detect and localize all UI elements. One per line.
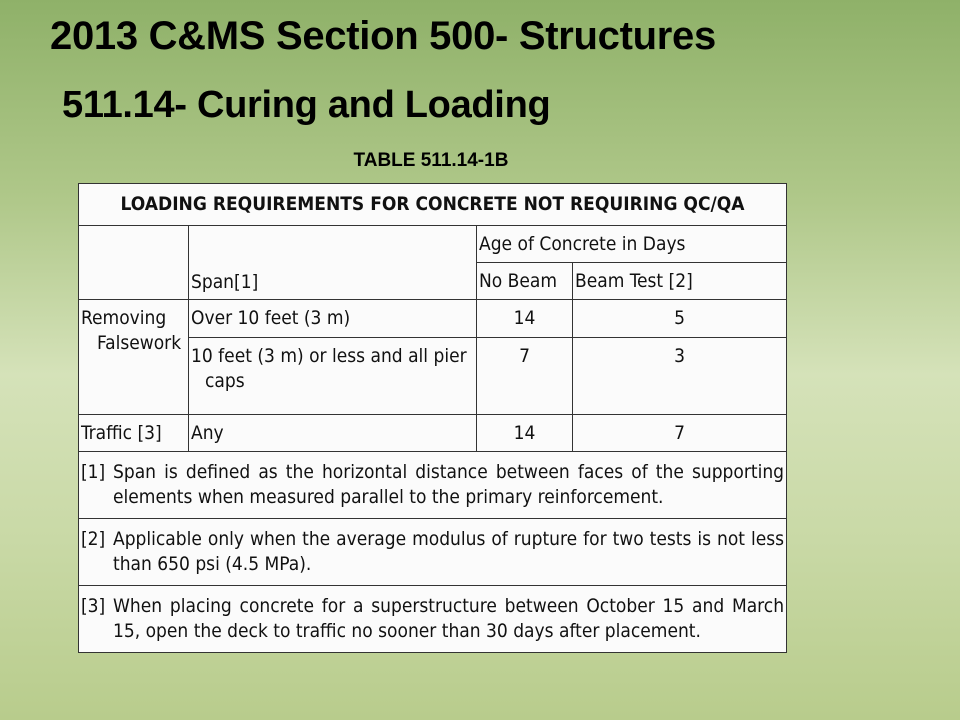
beam-test-cell: 5 [573,300,787,338]
label-line: Removing [81,307,167,329]
empty-header-cell [79,226,189,300]
age-header: Age of Concrete in Days [477,226,787,263]
footnote-row [79,519,787,586]
footnote-key: [1] [81,461,106,484]
span-cell: Any [189,415,477,452]
column-header-row-1 [79,226,787,263]
footnote-3 [79,586,787,653]
footnote-row [79,452,787,519]
slide-title: 2013 C&MS Section 500- Structures [50,14,716,58]
table-caption: TABLE 511.14-1B [353,150,509,171]
loading-requirements-table-wrapper [78,183,786,653]
footnote-1 [79,452,787,519]
table-heading: LOADING REQUIREMENTS FOR CONCRETE NOT REQUIRING QC/QA [79,184,787,226]
no-beam-header: No Beam [477,263,573,300]
footnote-text: Applicable only when the average modulus of rupture for two tests is not less than 650 psi (4.5 MPa). [113,528,785,575]
no-beam-cell: 14 [477,415,573,452]
footnote-2 [79,519,787,586]
removing-falsework-label [79,300,189,415]
footnote-key: [3] [81,595,106,618]
no-beam-cell: 7 [477,338,573,415]
slide-subtitle: 511.14- Curing and Loading [62,84,551,126]
footnote-text: Span is defined as the horizontal distance between faces of the supporting elements when measured parallel to the primary reinforcement. [113,461,785,508]
span-line: caps [205,369,245,392]
footnote-key: [2] [81,528,106,551]
span-cell [189,338,477,415]
label-line: Falsework [97,331,182,354]
span-header: Span[1] [189,226,477,300]
table-heading-row [79,184,787,226]
span-line: 10 feet (3 m) or less and all pier [191,345,467,367]
beam-test-cell: 7 [573,415,787,452]
loading-requirements-table [78,183,787,653]
footnote-row [79,586,787,653]
beam-test-header: Beam Test [2] [573,263,787,300]
footnote-text: When placing concrete for a superstructure between October 15 and March 15, open the deck to traffic no sooner than 30 days after placement. [113,595,785,642]
span-cell: Over 10 feet (3 m) [189,300,477,338]
table-row [79,300,787,338]
table-row [79,415,787,452]
no-beam-cell: 14 [477,300,573,338]
beam-test-cell: 3 [573,338,787,415]
traffic-label: Traffic [3] [79,415,189,452]
